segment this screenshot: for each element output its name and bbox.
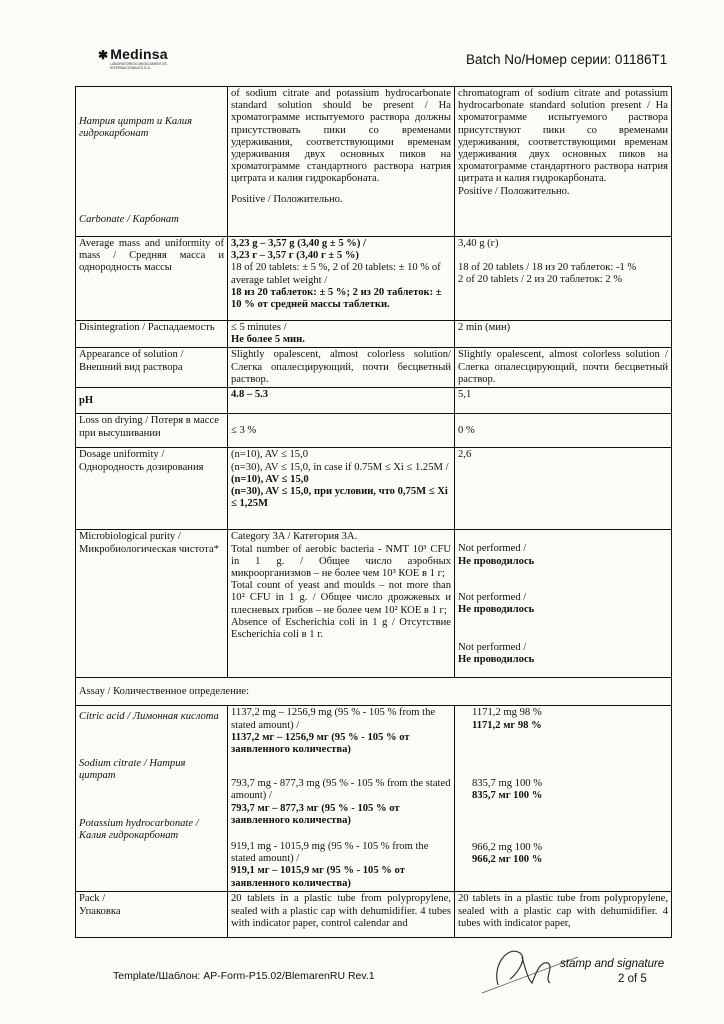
micro-result-cell xyxy=(455,530,672,678)
micro-spec-1: Category 3A / Категория 3A. xyxy=(231,531,358,543)
mass-result-cell xyxy=(455,237,672,321)
citric-spec-1: 1137,2 mg – 1256,9 mg (95 % - 105 % from the stated amount) / xyxy=(231,707,436,731)
assay-label-cell xyxy=(76,706,228,892)
mass-result-3: 2 of 20 tablets / 2 из 20 таблеток: 2 % xyxy=(458,274,623,286)
batch-number: Batch No/Номер серии: 01186T1 xyxy=(466,52,668,67)
ph-spec-cell xyxy=(228,388,455,414)
loss-spec-cell xyxy=(228,414,455,448)
dosage-label-cell xyxy=(76,448,228,530)
pack-label-cell xyxy=(76,892,228,938)
row-mass xyxy=(76,237,672,321)
ph-result-cell xyxy=(455,388,672,414)
ph-spec: 4.8 – 5.3 xyxy=(231,389,269,401)
row-assay-header xyxy=(76,678,672,706)
micro-label: Microbiological purity / Микробиологическая чистота* xyxy=(79,531,219,555)
dosage-spec-cell xyxy=(228,448,455,530)
row-ph xyxy=(76,388,672,414)
citric-result-2: 1171,2 мг 98 % xyxy=(472,719,542,731)
assay-spec-cell xyxy=(228,706,455,892)
dosage-spec-3: (n=10), AV ≤ 15,0 xyxy=(231,473,309,485)
mass-result-1: 3,40 g (г) xyxy=(458,238,499,249)
disint-result-cell xyxy=(455,321,672,348)
pack-spec-cell xyxy=(228,892,455,938)
dosage-spec-2: (n=30), AV ≤ 15,0, in case if 0.75M ≤ Xi ≤ 1.25M / xyxy=(231,461,449,473)
assay-result-cell xyxy=(455,706,672,892)
appearance-result: Slightly opalescent, almost colorless solution / Слегка опалесцирующий, почти бесцветный раствор. xyxy=(458,349,668,385)
dosage-label: Dosage uniformity / Однородность дозирования xyxy=(79,449,204,473)
micro-spec-2: Total number of aerobic bacteria - NMT 10³ CFU in 1 g. / Общее число аэробных микроорганизмов – не более чем 10³ КОЕ в 1 г; xyxy=(231,543,451,580)
row-appearance xyxy=(76,348,672,388)
row-identity xyxy=(76,87,672,237)
carbonate-spec: Positive / Положительно. xyxy=(231,193,343,205)
potassium-label: Potassium hydrocarbonate / Калия гидрокарбонат xyxy=(79,818,199,842)
pack-result-cell xyxy=(455,892,672,938)
pack-spec: 20 tablets in a plastic tube from polypropylene, sealed with a plastic cap with dehumidifier. 4 tubes with indicator paper, control calendar and xyxy=(231,893,451,929)
assay-header-cell xyxy=(76,678,672,706)
k-result-2: 966,2 мг 100 % xyxy=(472,854,543,866)
mass-spec-2: 3,23 г – 3,57 г (3,40 г ± 5 %) xyxy=(231,250,359,262)
loss-result-cell xyxy=(455,414,672,448)
mass-label-cell xyxy=(76,237,228,321)
mass-label: Average mass and uniformity of mass / Средняя масса и однородность массы xyxy=(79,238,224,274)
mass-result-2: 18 of 20 tablets / 18 из 20 таблеток: -1 % xyxy=(458,262,637,274)
logo-star-icon: ✱ xyxy=(98,48,109,62)
k-spec-2: 919,1 мг – 1015,9 мг (95 % - 105 % от заявленного количества) xyxy=(231,865,405,889)
disint-result: 2 min (мин) xyxy=(458,322,511,333)
ph-label: pH xyxy=(79,394,94,406)
mass-spec-1: 3,23 g – 3,57 g (3,40 g ± 5 %) / xyxy=(231,238,366,249)
micro-result-1b: Не проводилось xyxy=(458,555,535,567)
page-number: 2 of 5 xyxy=(618,973,647,985)
loss-result: 0 % xyxy=(458,424,475,436)
loss-label: Loss on drying / Потеря в массе при высушивании xyxy=(79,415,219,439)
pack-result: 20 tablets in a plastic tube from polypropylene, sealed with a plastic cap with dehumidifier. 4 tubes with indicator paper, xyxy=(458,893,668,929)
identity-result-cell xyxy=(455,87,672,237)
mass-spec-3: 18 of 20 tablets: ± 5 %, 2 of 20 tablets: ± 10 % of average tablet weight / xyxy=(231,262,441,286)
mass-spec-4: 18 из 20 таблеток: ± 5 %; 2 из 20 таблеток: ± 10 % от средней массы таблетки. xyxy=(231,286,442,311)
specification-table xyxy=(75,86,672,938)
appearance-label: Appearance of solution / Внешний вид раствора xyxy=(79,349,184,373)
disint-spec-cell xyxy=(228,321,455,348)
disint-label: Disintegration / Распадаемость xyxy=(79,322,215,333)
logo-name: Medinsa xyxy=(110,46,168,62)
appearance-spec: Slightly opalescent, almost colorless solution/ Слегка опалесцирующий, почти бесцветный раствор. xyxy=(231,349,451,385)
row-pack xyxy=(76,892,672,938)
template-reference: Template/Шаблон: AP-Form-P15.02/BlemarenRU Rev.1 xyxy=(113,970,375,982)
carbonate-label: Carbonate / Карбонат xyxy=(79,214,179,226)
citric-spec-2: 1137,2 мг – 1256,9 мг (95 % - 105 % от заявленного количества) xyxy=(231,731,410,756)
na-spec-2: 793,7 мг – 877,3 мг (95 % - 105 % от заявленного количества) xyxy=(231,802,400,826)
identity-label: Натрия цитрат и Калия гидрокарбонат xyxy=(79,116,193,140)
micro-spec-3: Total count of yeast and moulds – not more than 10² CFU in 1 g. / Общее число дрожжевых и плесневых грибов – не более чем 10² КОЕ в 1 г; xyxy=(231,580,451,616)
pack-label-en: Pack / xyxy=(79,893,106,905)
row-microbiological xyxy=(76,530,672,678)
k-result-1: 966,2 mg 100 % xyxy=(472,842,543,854)
dosage-result-cell xyxy=(455,448,672,530)
dosage-spec-4: (n=30), AV ≤ 15,0, при условии, что 0,75M ≤ Xi ≤ 1,25M xyxy=(231,486,448,510)
identity-label-cell xyxy=(76,87,228,237)
disint-spec-2: Не более 5 мин. xyxy=(231,334,305,346)
pack-label-ru: Упаковка xyxy=(79,905,121,917)
citric-result-1: 1171,2 mg 98 % xyxy=(472,707,542,719)
dosage-result: 2,6 xyxy=(458,449,472,461)
identity-spec: of sodium citrate and potassium hydrocarbonate standard solution should be present / На хроматограмме испытуемого раствора должны присутствовать пики со временами удерживания, соответствующими временам удерживания двух основных пиков на хроматограмме стандартного раствора натрия цитрата и калия гидрокарбоната. xyxy=(231,88,451,185)
disint-spec-1: ≤ 5 minutes / xyxy=(231,322,287,333)
na-result-1: 835,7 mg 100 % xyxy=(472,777,543,789)
micro-result-3b: Не проводилось xyxy=(458,654,535,666)
logo-subtitle-2: INTERNACIONALES S.A. xyxy=(110,66,151,70)
assay-header: Assay / Количественное определение: xyxy=(79,685,250,697)
na-spec-1: 793,7 mg - 877,3 mg (95 % - 105 % from the stated amount) / xyxy=(231,778,451,802)
logo-subtitle-1: LABORATORIOS MEDICAMENTOS xyxy=(110,62,167,66)
na-result-2: 835,7 мг 100 % xyxy=(472,790,543,802)
ph-result: 5,1 xyxy=(458,389,472,401)
stamp-and-signature: stamp and signature xyxy=(560,958,665,970)
micro-result-2a: Not performed / xyxy=(458,591,527,603)
company-logo xyxy=(98,46,168,70)
dosage-spec-1: (n=10), AV ≤ 15,0 xyxy=(231,449,309,461)
identity-result: chromatogram of sodium citrate and potassium hydrocarbonate standard solution present / На хроматограмме испытуемого раствора присутствуют пики со временами удерживания, соответствующими временам удерживания двух основных пиков на хроматограмме стандартного раствора натрия цитрата и калия гидрокарбоната. xyxy=(458,88,668,185)
row-loss-on-drying xyxy=(76,414,672,448)
k-spec-1: 919,1 mg - 1015,9 mg (95 % - 105 % from the stated amount) / xyxy=(231,841,429,865)
micro-result-3a: Not performed / xyxy=(458,642,527,654)
appearance-result-cell xyxy=(455,348,672,388)
mass-spec-cell xyxy=(228,237,455,321)
loss-spec: ≤ 3 % xyxy=(231,424,257,436)
row-disintegration xyxy=(76,321,672,348)
carbonate-result: Positive / Положительно. xyxy=(458,185,570,197)
loss-label-cell xyxy=(76,414,228,448)
row-dosage-uniformity xyxy=(76,448,672,530)
identity-spec-cell xyxy=(228,87,455,237)
micro-spec-4: Absence of Escherichia coli in 1 g / Отсутствие Escherichia coli в 1 г. xyxy=(231,616,451,641)
micro-label-cell xyxy=(76,530,228,678)
appearance-spec-cell xyxy=(228,348,455,388)
ph-label-cell xyxy=(76,388,228,414)
micro-result-2b: Не проводилось xyxy=(458,604,535,616)
appearance-label-cell xyxy=(76,348,228,388)
citric-label: Citric acid / Лимонная кислота xyxy=(79,711,219,723)
disint-label-cell xyxy=(76,321,228,348)
micro-spec-cell xyxy=(228,530,455,678)
row-assay xyxy=(76,706,672,892)
sodium-citrate-label: Sodium citrate / Натрия цитрат xyxy=(79,757,186,781)
micro-result-1a: Not performed / xyxy=(458,543,527,555)
